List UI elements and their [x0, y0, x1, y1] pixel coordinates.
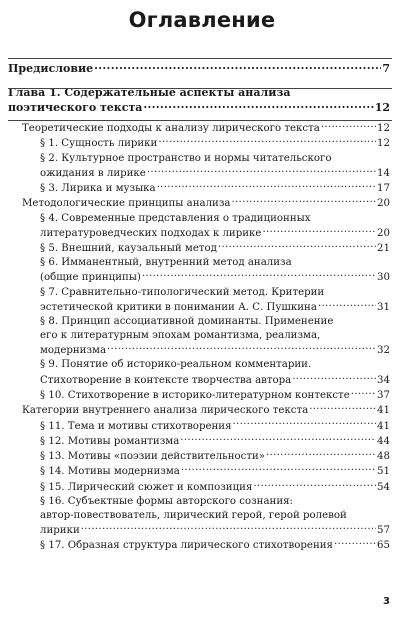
toc-entry[interactable] [8, 212, 390, 241]
leader-dots [107, 343, 376, 353]
toc-entry[interactable] [8, 388, 390, 403]
toc-entry-page: 51 [377, 466, 390, 478]
toc-entry[interactable] [8, 256, 390, 285]
toc-entry[interactable] [8, 181, 390, 196]
leader-dots [266, 449, 376, 459]
leader-dots [231, 196, 376, 206]
toc-entry-page: 12 [374, 101, 390, 114]
toc-entry-text: литературоведческих подходах к лирике [40, 227, 262, 239]
divider [8, 88, 392, 89]
toc-entry[interactable] [8, 358, 390, 387]
toc-entry[interactable] [8, 152, 390, 181]
toc-entry[interactable] [8, 449, 390, 464]
toc-entry-text: § 9. Понятие об историко-реальном комментарии. [40, 359, 312, 371]
toc-entry-page: 44 [377, 435, 390, 447]
toc-entry[interactable] [8, 464, 390, 479]
toc-entry-page: 17 [377, 183, 390, 195]
toc-entry-text: § 8. Принцип ассоциативной доминанты. Применение [40, 315, 334, 327]
toc-entry-text: модернизма [40, 345, 107, 357]
toc-entry-text: автор-повествователь, лирический герой, герой ролевой [40, 509, 347, 521]
toc-entry-page: 30 [377, 272, 390, 284]
toc-entry-text: § 5. Внешний, каузальный метод [40, 243, 217, 255]
toc-entry-page: 41 [377, 405, 390, 417]
leader-dots [147, 166, 376, 176]
toc-entry-page: 21 [377, 243, 390, 255]
toc-entry-text: Предисловие [8, 62, 94, 75]
toc-entry[interactable] [8, 479, 390, 494]
toc-entry[interactable] [8, 121, 390, 136]
toc-entry-page: 20 [377, 227, 390, 239]
leader-dots [233, 418, 377, 428]
toc-entry-text: § 7. Сравнительно-типологический метод. Критерии [40, 286, 325, 298]
toc-entry[interactable] [8, 286, 390, 315]
leader-dots [181, 464, 376, 474]
toc-entry-text: § 2. Культурное пространство и нормы читательского [40, 152, 332, 164]
toc-entry-text: § 15. Лирический сюжет и композиция [40, 481, 253, 493]
toc-entry-page: 41 [377, 420, 390, 432]
leader-dots [142, 270, 376, 280]
toc-entry-page: 32 [377, 345, 390, 357]
toc-entry-page: 37 [377, 389, 390, 401]
leader-dots [262, 226, 376, 236]
toc-entry[interactable] [8, 418, 390, 433]
toc-entry[interactable] [8, 538, 390, 553]
toc-entry[interactable] [8, 136, 390, 151]
toc-entry-page: 7 [382, 62, 390, 75]
toc-entry-text: ожидания в лирике [40, 167, 146, 179]
toc-entry-page: 57 [377, 525, 390, 537]
leader-dots [157, 181, 376, 191]
toc-entry-text: эстетической критики в понимании А. С. Пушкина [40, 301, 317, 313]
toc-entry-text: § 16. Субъектные формы авторского сознания: [40, 495, 293, 507]
toc-entry-text: Теоретические подходы к анализу лирического текста [22, 123, 320, 135]
toc-entry-text: § 4. Современные представления о традиционных [40, 212, 311, 224]
leader-dots [180, 434, 376, 444]
toc-entry[interactable] [8, 495, 390, 538]
leader-dots [143, 100, 373, 111]
leader-dots [334, 538, 376, 548]
leader-dots [309, 403, 376, 413]
toc-entry-page: 34 [377, 374, 390, 386]
toc-entry-text: § 12. Мотивы романтизма [40, 435, 180, 447]
toc-entry-page: 31 [377, 301, 390, 313]
table-of-contents [8, 61, 390, 553]
toc-entry[interactable] [8, 196, 390, 211]
toc-entry-preface[interactable] [8, 61, 390, 76]
leader-dots [218, 241, 376, 251]
toc-entry-page: 20 [377, 198, 390, 210]
toc-entry-text: § 1. Сущность лирики [40, 138, 158, 150]
leader-dots [253, 479, 376, 489]
toc-entry-text: лирики [40, 525, 80, 537]
page-number: 3 [383, 596, 390, 607]
toc-entry[interactable] [8, 434, 390, 449]
page-title: Оглавление [128, 8, 276, 32]
toc-entries [8, 121, 390, 553]
toc-entry-text: § 13. Мотивы «поэзии действительности» [40, 451, 266, 463]
leader-dots [158, 136, 376, 146]
leader-dots [292, 372, 376, 382]
toc-entry-page: 65 [377, 540, 390, 552]
toc-entry-text: (общие принципы) [40, 272, 141, 284]
toc-entry-text: Стихотворение в контексте творчества автора [40, 374, 292, 386]
toc-entry-page: 12 [377, 138, 390, 150]
toc-entry-page: 54 [377, 481, 390, 493]
toc-entry-text: § 11. Тема и мотивы стихотворения [40, 420, 232, 432]
toc-entry-page: 48 [377, 451, 390, 463]
toc-entry-text: § 14. Мотивы модернизма [40, 466, 180, 478]
leader-dots [321, 121, 376, 131]
toc-entry-text: § 6. Имманентный, внутренний метод анализа [40, 257, 292, 269]
leader-dots [318, 300, 376, 310]
toc-entry-text: § 10. Стихотворение в историко-литературном контексте [40, 389, 350, 401]
leader-dots [94, 61, 381, 72]
toc-entry-text: § 3. Лирика и музыка [40, 183, 156, 195]
toc-entry[interactable] [8, 403, 390, 418]
toc-entry-text: поэтического текста [8, 101, 143, 114]
toc-entry-text: Категории внутреннего анализа лирического текста [22, 405, 309, 417]
toc-entry-text: Методологические принципы анализа [22, 198, 231, 210]
leader-dots [81, 523, 376, 533]
toc-entry[interactable] [8, 315, 390, 358]
toc-entry-text: § 17. Образная структура лирического стихотворения [40, 540, 333, 552]
toc-entry-text: его к литературным эпохам романтизма, реализма, [40, 330, 321, 341]
toc-entry-text: Глава 1. Содержательные аспекты анализа [8, 86, 291, 99]
toc-entry-page: 14 [377, 167, 390, 179]
toc-entry[interactable] [8, 241, 390, 256]
toc-entry-page: 12 [377, 123, 390, 135]
toc-entry-chapter[interactable] [8, 85, 390, 115]
divider [8, 58, 392, 59]
leader-dots [351, 388, 376, 398]
divider [8, 120, 392, 121]
